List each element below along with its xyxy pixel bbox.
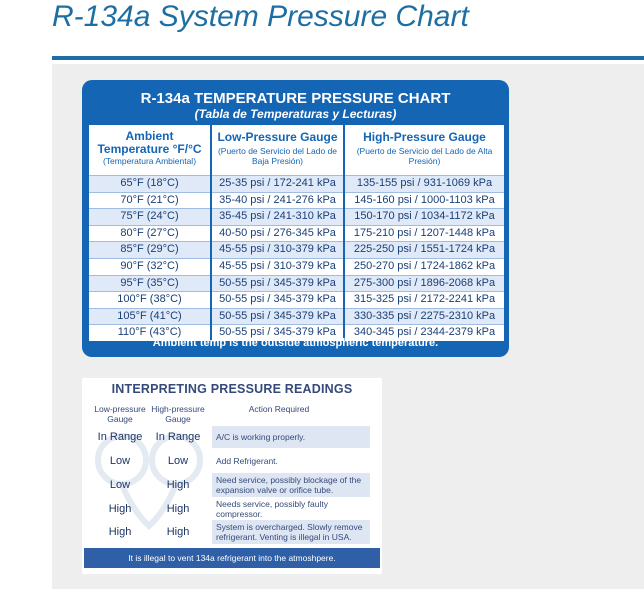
interpretation-row	[88, 426, 370, 448]
interpreting-readings-card	[82, 378, 382, 574]
temperature-cell: 65°F (18°C)	[88, 176, 211, 193]
chart-card-subtitle: (Tabla de Temperaturas y Lecturas)	[194, 107, 397, 121]
action-text: Add Refrigerant.	[216, 456, 278, 466]
table-row	[88, 258, 505, 275]
table-row	[88, 292, 505, 309]
header-action-required: Action Required	[248, 404, 310, 414]
table-row	[88, 275, 505, 292]
column-header-subtitle: (Puerto de Servicio del Lado de Alta Presión)	[356, 146, 493, 166]
high-pressure-cell: 135-155 psi / 931-1069 kPa	[344, 176, 505, 193]
high-pressure-cell: 340-345 psi / 2344-2379 kPa	[344, 325, 505, 341]
header-high-pressure-gauge: High-pressure Gauge	[151, 404, 205, 424]
pressure-table	[87, 125, 506, 341]
temperature-cell: 90°F (32°C)	[88, 258, 211, 275]
temperature-cell: 110°F (43°C)	[88, 325, 211, 341]
table-row	[88, 192, 505, 209]
high-pressure-cell: 250-270 psi / 1724-1862 kPa	[344, 258, 505, 275]
low-pressure-cell: 50-55 psi / 345-379 kPa	[211, 275, 344, 292]
low-gauge-reading: Low	[109, 455, 131, 467]
table-row	[88, 242, 505, 259]
low-gauge-reading: In Range	[97, 431, 143, 443]
table-row	[88, 209, 505, 226]
low-pressure-cell: 45-55 psi / 310-379 kPa	[211, 242, 344, 259]
low-pressure-cell: 50-55 psi / 345-379 kPa	[211, 292, 344, 309]
high-gauge-reading: High	[166, 479, 190, 491]
high-pressure-cell: 145-160 psi / 1000-1103 kPa	[344, 192, 505, 209]
low-pressure-cell: 45-55 psi / 310-379 kPa	[211, 258, 344, 275]
low-gauge-reading: High	[108, 503, 132, 515]
column-header-title: High-Pressure Gauge	[363, 130, 486, 144]
low-pressure-cell: 50-55 psi / 345-379 kPa	[211, 325, 344, 341]
high-pressure-cell: 225-250 psi / 1551-1724 kPa	[344, 242, 505, 259]
column-header-subtitle: (Temperatura Ambiental)	[102, 156, 197, 166]
column-header-high-pressure	[344, 125, 505, 176]
action-text: A/C is working properly.	[216, 432, 306, 442]
interpretation-row	[88, 520, 370, 544]
temperature-cell: 95°F (35°C)	[88, 275, 211, 292]
column-header-title: Ambient	[125, 129, 174, 143]
chart-card-title: R-134a TEMPERATURE PRESSURE CHART	[140, 90, 451, 107]
column-header-ambient	[88, 125, 211, 176]
interpretation-row	[88, 498, 370, 520]
temperature-cell: 70°F (21°C)	[88, 192, 211, 209]
interpretation-row	[88, 450, 370, 472]
low-pressure-cell: 35-40 psi / 241-276 kPa	[211, 192, 344, 209]
table-header-row	[88, 125, 505, 176]
page-title: R-134a System Pressure Chart	[52, 0, 469, 33]
title-divider	[52, 56, 644, 60]
low-gauge-reading: Low	[109, 479, 131, 491]
low-pressure-cell: 35-45 psi / 241-310 kPa	[211, 209, 344, 226]
high-pressure-cell: 315-325 psi / 2172-2241 kPa	[344, 292, 505, 309]
column-header-title: Temperature °F/°C	[97, 142, 202, 156]
header-low-pressure-gauge: Low-pressure Gauge	[94, 404, 146, 424]
temperature-cell: 75°F (24°C)	[88, 209, 211, 226]
high-pressure-cell: 275-300 psi / 1896-2068 kPa	[344, 275, 505, 292]
interpreting-title: INTERPRETING PRESSURE READINGS	[111, 382, 353, 396]
table-row	[88, 225, 505, 242]
interpreting-footer: It is illegal to vent 134a refrigerant into the atmoshpere.	[84, 548, 380, 568]
interpretation-row	[88, 473, 370, 497]
action-text: Needs service, possibly faulty compressor.	[216, 499, 328, 519]
high-pressure-cell: 150-170 psi / 1034-1172 kPa	[344, 209, 505, 226]
temperature-cell: 100°F (38°C)	[88, 292, 211, 309]
temperature-pressure-chart-card	[82, 80, 509, 357]
table-row	[88, 308, 505, 325]
table-row	[88, 176, 505, 193]
column-header-title: Low-Pressure Gauge	[217, 130, 338, 144]
low-pressure-cell: 25-35 psi / 172-241 kPa	[211, 176, 344, 193]
column-header-subtitle: (Puerto de Servicio del Lado de Baja Presión)	[217, 146, 338, 166]
temperature-cell: 85°F (29°C)	[88, 242, 211, 259]
high-gauge-reading: In Range	[155, 431, 201, 443]
low-pressure-cell: 50-55 psi / 345-379 kPa	[211, 308, 344, 325]
low-pressure-cell: 40-50 psi / 276-345 kPa	[211, 225, 344, 242]
temperature-cell: 80°F (27°C)	[88, 225, 211, 242]
chart-card-footer: Ambient temp is the outside atmospheric temperature.	[152, 337, 439, 349]
temperature-cell: 105°F (41°C)	[88, 308, 211, 325]
column-header-low-pressure	[211, 125, 344, 176]
action-text: System is overcharged. Slowly remove refrigerant. Venting is illegal in USA.	[216, 522, 363, 542]
high-pressure-cell: 175-210 psi / 1207-1448 kPa	[344, 225, 505, 242]
high-gauge-reading: Low	[167, 455, 189, 467]
high-pressure-cell: 330-335 psi / 2275-2310 kPa	[344, 308, 505, 325]
high-gauge-reading: High	[166, 526, 190, 538]
low-gauge-reading: High	[108, 526, 132, 538]
action-text: Need service, possibly blockage of the expansion valve or orifice tube.	[216, 475, 362, 495]
high-gauge-reading: High	[166, 503, 190, 515]
